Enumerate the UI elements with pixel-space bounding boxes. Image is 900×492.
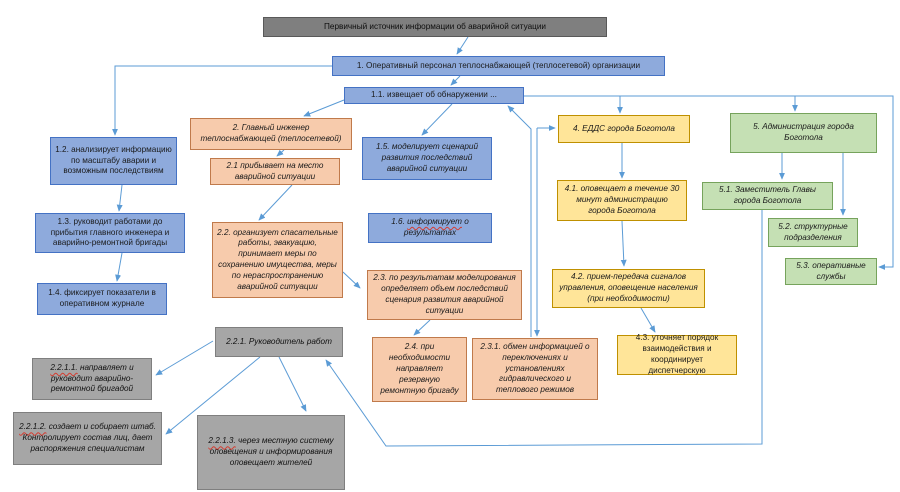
flow-box-5-2-structural-units [768,218,858,247]
flow-box-label: 2.2.1.1. направляет и руководит аварийно-ремонтной бригадой [50,362,134,394]
flow-box-label: 2.3.1. обмен информацией о переключениях и установлениях гидравлического и теплового режимов [480,341,590,395]
flow-box-label: 1. Оперативный персонал теплоснабжающей (теплосетевой) организации [356,60,641,70]
flow-box-1-5-models-scenario [362,137,492,180]
connector-5-1-to-2-2-1 [326,210,762,446]
flow-box-label: 4.3. уточняет порядок взаимодействия и координирует диспетчерскую [635,333,719,375]
flow-box-label: 4.2. прием-передача сигналов управления, оповещение населения (при необходимости) [559,272,698,303]
flow-box-2-4-reserve-brigade [372,337,467,402]
flow-box-5-1-deputy-head [702,182,833,210]
flow-box-label: 2.1 прибывает на место аварийной ситуации [226,160,324,181]
connector-1-1-to-2 [304,100,344,116]
connector-1-to-1-1 [451,76,460,85]
flow-box-label: 2.4. при необходимости направляет резервную ремонтную бригаду [380,342,459,395]
flow-box-label: 4.1. оповещает в течение 30 минут администрацию города Боготола [564,184,680,215]
spellcheck-underline: 2.2.1.1. [50,362,78,372]
flow-box-label: Первичный источник информации об аварийной ситуации [324,21,546,31]
connector-2-1-to-2-2 [259,185,292,220]
spellcheck-underline: 2.2.1.3. [208,436,236,446]
flow-box-label: 2.3. по результатам моделирования определяет объем последствий сценария развития аварийной ситуации [373,273,516,315]
connector-primary-to-1 [457,37,468,54]
connector-4-1-to-4-2 [622,221,624,266]
connector-1-1-to-1-5 [422,104,452,135]
flow-box-label: 2. Главный инженер теплоснабжающей (теплосетевой) [200,123,342,143]
spellcheck-underline: 2.2.1.2. [19,422,47,432]
connector-4-2-to-4-3 [641,308,655,332]
flow-box-4-2-signal-transfer [552,269,705,308]
flow-box-4-1-notifies-administration [557,180,687,221]
flow-box-label: 5.1. Заместитель Главы города Боготола [719,185,816,205]
flow-box-2-2-1-2-creates-staff [13,412,162,465]
flow-box-label: 1.6. информирует о результатах [391,217,469,237]
flow-box-label: 2.2.1.3. через местную систему оповещения и информирования оповещает жителей [208,436,334,467]
flow-box-label: 1.2. анализирует информацию по масштабу аварии и возможным последствиям [55,144,172,176]
flow-box-primary-source [263,17,607,37]
flow-box-label: 5.3. оперативные службы [796,260,866,281]
flow-box-4-edds [558,115,690,143]
connector-2-2-1-to-2-2-1-3 [279,357,306,411]
connector-2-3-to-2-4 [414,320,430,335]
spellcheck-underline: информирует [407,217,462,227]
flow-box-label: 5.2. структурные подразделения [778,221,848,242]
flow-box-2-2-organizes-rescue [212,222,343,298]
connector-2-2-1-to-2-2-1-1 [156,341,213,375]
flow-box-label: 4. ЕДДС города Боготола [573,123,675,133]
flow-box-label: 2.2. организует спасательные работы, эвакуацию, принимает меры по сохранению имущества, меры по нераспространению аварийной ситуации [217,227,338,291]
flow-box-2-2-1-work-manager [215,327,343,357]
flow-box-2-2-1-1-directs-brigade [32,358,152,400]
flow-box-5-city-administration [730,113,877,153]
flow-box-label: 5. Администрация города Боготола [753,122,854,142]
flow-box-label: 1.1. извещает об обнаружении ... [371,90,497,100]
flow-box-1-4-records-log [37,283,167,315]
flow-box-label: 1.4. фиксирует показатели в оперативном журнале [48,288,156,308]
connector-1-2-to-1-3 [119,185,122,211]
flow-box-1-6-informs-results [368,213,492,243]
flow-box-2-3-1-information-exchange [472,338,598,400]
flow-box-1-operational-personnel [332,56,665,76]
connector-2-2-to-2-3 [343,272,360,288]
flow-box-2-3-determines-scope [367,270,522,320]
flow-box-2-chief-engineer [190,118,352,150]
flow-box-1-1-notifies [344,87,524,104]
connector-1-3-to-1-4 [117,253,122,281]
flow-box-label: 1.3. руководит работами до прибытия главного инженера и аварийно-ремонтной бригады [50,216,170,248]
flow-box-1-2-analyzes [50,137,177,185]
flow-box-2-1-arrives [210,158,340,185]
flow-box-1-3-leads-work [35,213,185,253]
flow-box-4-3-coordinates [617,335,737,375]
flow-box-5-3-operational-services [785,258,877,285]
flow-box-label: 1.5. моделирует сценарий развития последствий аварийной ситуации [375,142,479,173]
flow-box-label: 2.2.1.2. создает и собирает штаб. Контролирует состав лиц, дает распоряжения специалистам [19,422,156,453]
flow-box-2-2-1-3-notifies-residents [197,415,345,490]
flow-box-label: 2.2.1. Руководитель работ [226,336,332,346]
connector-2-to-2-1 [277,150,284,156]
